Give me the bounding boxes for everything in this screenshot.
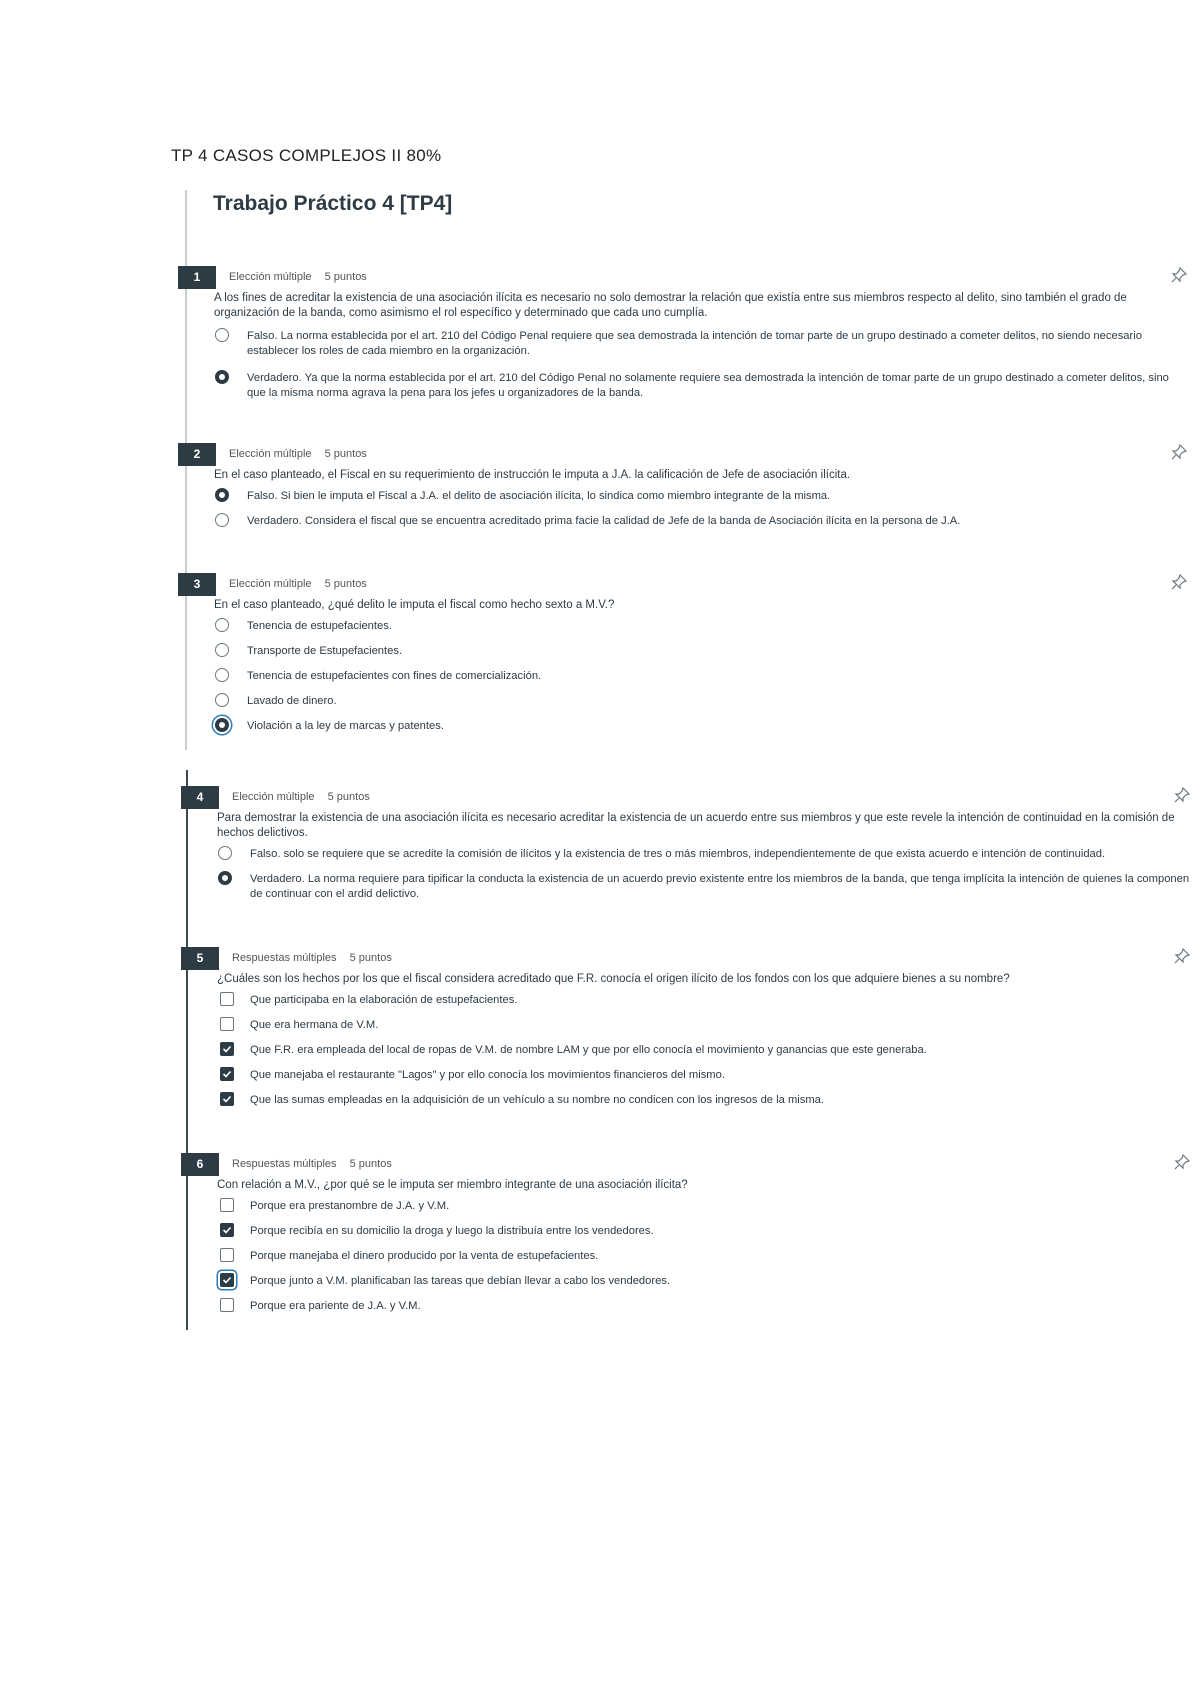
answer-label: Porque manejaba el dinero producido por la venta de estupefacientes. bbox=[250, 1250, 599, 1262]
checkbox[interactable] bbox=[220, 1198, 234, 1212]
question-points: 5 puntos bbox=[349, 952, 392, 964]
question-meta bbox=[229, 578, 367, 590]
answer-option[interactable] bbox=[218, 872, 1191, 902]
answer-option[interactable] bbox=[218, 1224, 1191, 1240]
question-meta bbox=[232, 952, 392, 964]
question-type: Respuestas múltiples bbox=[232, 1158, 337, 1170]
answer-label: Que las sumas empleadas en la adquisición de un vehículo a su nombre no condicen con los ingresos de la misma. bbox=[250, 1094, 824, 1106]
answer-option[interactable] bbox=[215, 514, 1188, 530]
answer-label: Que manejaba el restaurante "Lagos" y por ello conocía los movimientos financieros del mismo. bbox=[250, 1069, 725, 1081]
radio-button[interactable] bbox=[215, 328, 229, 342]
answer-label: Transporte de Estupefacientes. bbox=[247, 645, 403, 657]
radio-button[interactable] bbox=[215, 513, 229, 527]
answer-options bbox=[215, 619, 1188, 735]
question-type: Elección múltiple bbox=[229, 578, 312, 590]
answer-label: Verdadero. La norma requiere para tipificar la conducta la existencia de un acuerdo previo existente entre los miembros de la banda, que tenga implícita la intención de quienes la componen de continuar con el ardid delictivo. bbox=[250, 873, 1190, 900]
answer-option[interactable] bbox=[218, 1199, 1191, 1215]
question-number: 4 bbox=[181, 786, 219, 809]
answer-options bbox=[215, 329, 1188, 401]
answer-option[interactable] bbox=[218, 1249, 1191, 1265]
question-type: Respuestas múltiples bbox=[232, 952, 337, 964]
answer-option[interactable] bbox=[215, 719, 1188, 735]
question-3 bbox=[178, 573, 1188, 744]
question-header bbox=[178, 443, 1188, 467]
question-number: 1 bbox=[178, 266, 216, 289]
question-header bbox=[181, 786, 1191, 810]
pin-icon[interactable] bbox=[1170, 266, 1188, 284]
checkbox[interactable] bbox=[220, 1042, 234, 1056]
answer-label: Violación a la ley de marcas y patentes. bbox=[247, 720, 444, 732]
answer-option[interactable] bbox=[218, 1093, 1191, 1109]
answer-label: Verdadero. Considera el fiscal que se encuentra acreditado prima facie la calidad de Jefe de la banda de Asociación ilícita en la persona de J.A. bbox=[247, 515, 961, 527]
answer-label: Falso. La norma establecida por el art. 210 del Código Penal requiere que sea demostrada la intención de tomar parte de un grupo destinado a cometer delitos, no siendo necesario establecer los roles de cada miembro en la organización. bbox=[247, 330, 1142, 357]
answer-option[interactable] bbox=[218, 847, 1191, 863]
answer-label: Tenencia de estupefacientes. bbox=[247, 620, 392, 632]
pin-icon[interactable] bbox=[1173, 786, 1191, 804]
radio-button[interactable] bbox=[215, 643, 229, 657]
answer-option[interactable] bbox=[218, 1068, 1191, 1084]
answer-option[interactable] bbox=[215, 644, 1188, 660]
question-number: 5 bbox=[181, 947, 219, 970]
pin-icon[interactable] bbox=[1170, 573, 1188, 591]
answer-label: Que era hermana de V.M. bbox=[250, 1019, 379, 1031]
answer-option[interactable] bbox=[215, 489, 1188, 505]
question-type: Elección múltiple bbox=[229, 448, 312, 460]
question-meta bbox=[229, 271, 367, 283]
checkbox[interactable] bbox=[220, 1017, 234, 1031]
checkbox[interactable] bbox=[220, 1067, 234, 1081]
question-4 bbox=[181, 786, 1191, 911]
checkbox[interactable] bbox=[220, 1298, 234, 1312]
answer-label: Verdadero. Ya que la norma establecida por el art. 210 del Código Penal no solamente requiere sea demostrada la intención de tomar parte de un grupo destinado a cometer delitos, sino que la misma norma agrava la pena para los jefes u organizadores de la banda. bbox=[247, 372, 1169, 399]
question-meta bbox=[232, 791, 370, 803]
answer-label: Falso. Si bien le imputa el Fiscal a J.A. el delito de asociación ilícita, lo sindica como miembro integrante de la misma. bbox=[247, 490, 831, 502]
answer-option[interactable] bbox=[215, 619, 1188, 635]
checkmark-icon bbox=[222, 1094, 232, 1104]
radio-button[interactable] bbox=[215, 718, 229, 732]
question-number: 3 bbox=[178, 573, 216, 596]
answer-label: Que participaba en la elaboración de estupefacientes. bbox=[250, 994, 518, 1006]
answer-option[interactable] bbox=[215, 371, 1188, 401]
question-points: 5 puntos bbox=[324, 448, 367, 460]
question-points: 5 puntos bbox=[324, 271, 367, 283]
question-6 bbox=[181, 1153, 1191, 1324]
question-type: Elección múltiple bbox=[229, 271, 312, 283]
radio-button[interactable] bbox=[215, 618, 229, 632]
radio-button[interactable] bbox=[215, 488, 229, 502]
answer-option[interactable] bbox=[218, 1299, 1191, 1315]
answer-option[interactable] bbox=[218, 1274, 1191, 1290]
question-number: 2 bbox=[178, 443, 216, 466]
answer-label: Porque era pariente de J.A. y V.M. bbox=[250, 1300, 421, 1312]
answer-option[interactable] bbox=[215, 329, 1188, 359]
answer-label: Porque era prestanombre de J.A. y V.M. bbox=[250, 1200, 450, 1212]
answer-options bbox=[218, 847, 1191, 902]
answer-option[interactable] bbox=[215, 669, 1188, 685]
question-points: 5 puntos bbox=[327, 791, 370, 803]
question-text: Para demostrar la existencia de una asociación ilícita es necesario acreditar la existencia de un acuerdo entre sus miembros y que este revele la intención de continuidad en la comisión de hechos delictivos. bbox=[217, 812, 1175, 839]
pin-icon[interactable] bbox=[1173, 1153, 1191, 1171]
radio-button[interactable] bbox=[215, 370, 229, 384]
document-header: TP 4 CASOS COMPLEJOS II 80% bbox=[171, 146, 442, 165]
question-header bbox=[178, 266, 1188, 290]
checkbox[interactable] bbox=[220, 1273, 234, 1287]
answer-label: Que F.R. era empleada del local de ropas de V.M. de nombre LAM y que por ello conocía el movimiento y ganancias que este generaba. bbox=[250, 1044, 927, 1056]
answer-options bbox=[218, 1199, 1191, 1315]
checkmark-icon bbox=[222, 1275, 232, 1285]
question-text: ¿Cuáles son los hechos por los que el fiscal considera acreditado que F.R. conocía el origen ilícito de los fondos con los que adquiere bienes a su nombre? bbox=[217, 973, 1010, 985]
question-text: Con relación a M.V., ¿por qué se le imputa ser miembro integrante de una asociación ilícita? bbox=[217, 1179, 688, 1191]
question-meta bbox=[229, 448, 367, 460]
radio-button[interactable] bbox=[218, 846, 232, 860]
checkmark-icon bbox=[222, 1069, 232, 1079]
question-text: A los fines de acreditar la existencia de una asociación ilícita es necesario no solo demostrar la relación que existía entre sus miembros respecto al delito, sino también el grado de organización de la banda, como asimismo el rol específico y determinado que cada uno cumplía. bbox=[214, 292, 1127, 319]
answer-option[interactable] bbox=[218, 1043, 1191, 1059]
radio-button[interactable] bbox=[215, 693, 229, 707]
checkbox[interactable] bbox=[220, 1248, 234, 1262]
radio-button[interactable] bbox=[218, 871, 232, 885]
question-type: Elección múltiple bbox=[232, 791, 315, 803]
question-meta bbox=[232, 1158, 392, 1170]
answer-label: Tenencia de estupefacientes con fines de comercialización. bbox=[247, 670, 542, 682]
answer-option[interactable] bbox=[218, 1018, 1191, 1034]
checkmark-icon bbox=[222, 1044, 232, 1054]
radio-button[interactable] bbox=[215, 668, 229, 682]
question-text: En el caso planteado, ¿qué delito le imputa el fiscal como hecho sexto a M.V.? bbox=[214, 599, 615, 611]
question-5 bbox=[181, 947, 1191, 1118]
question-2 bbox=[178, 443, 1188, 539]
answer-label: Lavado de dinero. bbox=[247, 695, 337, 707]
answer-label: Falso. solo se requiere que se acredite la comisión de ilícitos y la existencia de tres o más miembros, independientemente de que exista acuerdo e intención de continuidad. bbox=[250, 848, 1106, 860]
answer-option[interactable] bbox=[218, 993, 1191, 1009]
checkbox[interactable] bbox=[220, 1092, 234, 1106]
checkmark-icon bbox=[222, 1225, 232, 1235]
question-number: 6 bbox=[181, 1153, 219, 1176]
question-header bbox=[178, 573, 1188, 597]
question-1 bbox=[178, 266, 1188, 410]
pin-icon[interactable] bbox=[1170, 443, 1188, 461]
answer-label: Porque junto a V.M. planificaban las tareas que debían llevar a cabo los vendedores. bbox=[250, 1275, 671, 1287]
question-points: 5 puntos bbox=[324, 578, 367, 590]
quiz-title: Trabajo Práctico 4 [TP4] bbox=[213, 192, 453, 215]
answer-options bbox=[215, 489, 1188, 530]
question-text: En el caso planteado, el Fiscal en su requerimiento de instrucción le imputa a J.A. la calificación de Jefe de asociación ilícita. bbox=[214, 469, 851, 481]
answer-option[interactable] bbox=[215, 694, 1188, 710]
checkbox[interactable] bbox=[220, 1223, 234, 1237]
question-header bbox=[181, 1153, 1191, 1177]
question-header bbox=[181, 947, 1191, 971]
question-points: 5 puntos bbox=[349, 1158, 392, 1170]
checkbox[interactable] bbox=[220, 992, 234, 1006]
answer-label: Porque recibía en su domicilio la droga y luego la distribuía entre los vendedores. bbox=[250, 1225, 654, 1237]
answer-options bbox=[218, 993, 1191, 1109]
pin-icon[interactable] bbox=[1173, 947, 1191, 965]
